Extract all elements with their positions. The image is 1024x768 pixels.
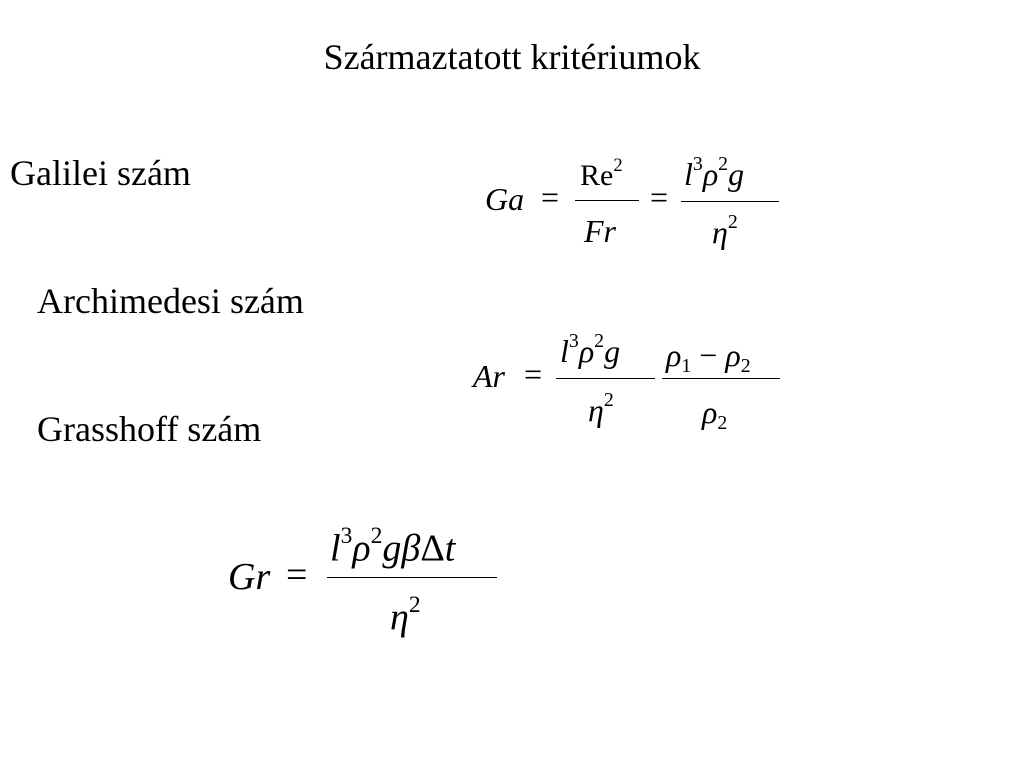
archimedes-numerator-1: $l^3\rho^2g$: [560, 330, 621, 369]
archimedes-denominator-2: $\rho_2$: [702, 394, 728, 434]
galilei-denominator: $\eta^2$: [712, 211, 738, 250]
equals-sign: =: [650, 179, 669, 215]
fraction-bar: [556, 378, 655, 379]
galilei-numerator: $l^3\rho^2g$: [684, 153, 745, 192]
grasshoff-label: Grasshoff szám: [37, 409, 262, 449]
galilei-label: Galilei szám: [10, 153, 191, 193]
equals-sign: =: [524, 356, 543, 392]
ga-symbol: Ga: [485, 181, 525, 217]
ar-symbol: Ar: [473, 358, 505, 394]
fraction-bar: [681, 201, 779, 202]
fraction-bar: [662, 378, 780, 379]
archimedes-label: Archimedesi szám: [37, 281, 304, 321]
slide-title: Származtatott kritériumok: [323, 37, 701, 77]
grasshoff-numerator: $l^3\rho^2g\beta\Delta t$: [330, 523, 456, 570]
equals-sign: =: [286, 554, 308, 596]
fraction-bar: [327, 577, 497, 578]
archimedes-denominator-1: $\eta^2$: [588, 389, 614, 428]
fraction-bar: [575, 200, 639, 201]
re-numerator: Re$^2$: [580, 155, 623, 192]
equals-sign: =: [541, 179, 560, 215]
fr-denominator: Fr: [584, 213, 616, 249]
archimedes-numerator-2: $\rho_1 - \rho_2$: [666, 337, 751, 377]
grasshoff-denominator: $\eta^2$: [390, 592, 421, 639]
gr-symbol: Gr: [228, 556, 271, 598]
